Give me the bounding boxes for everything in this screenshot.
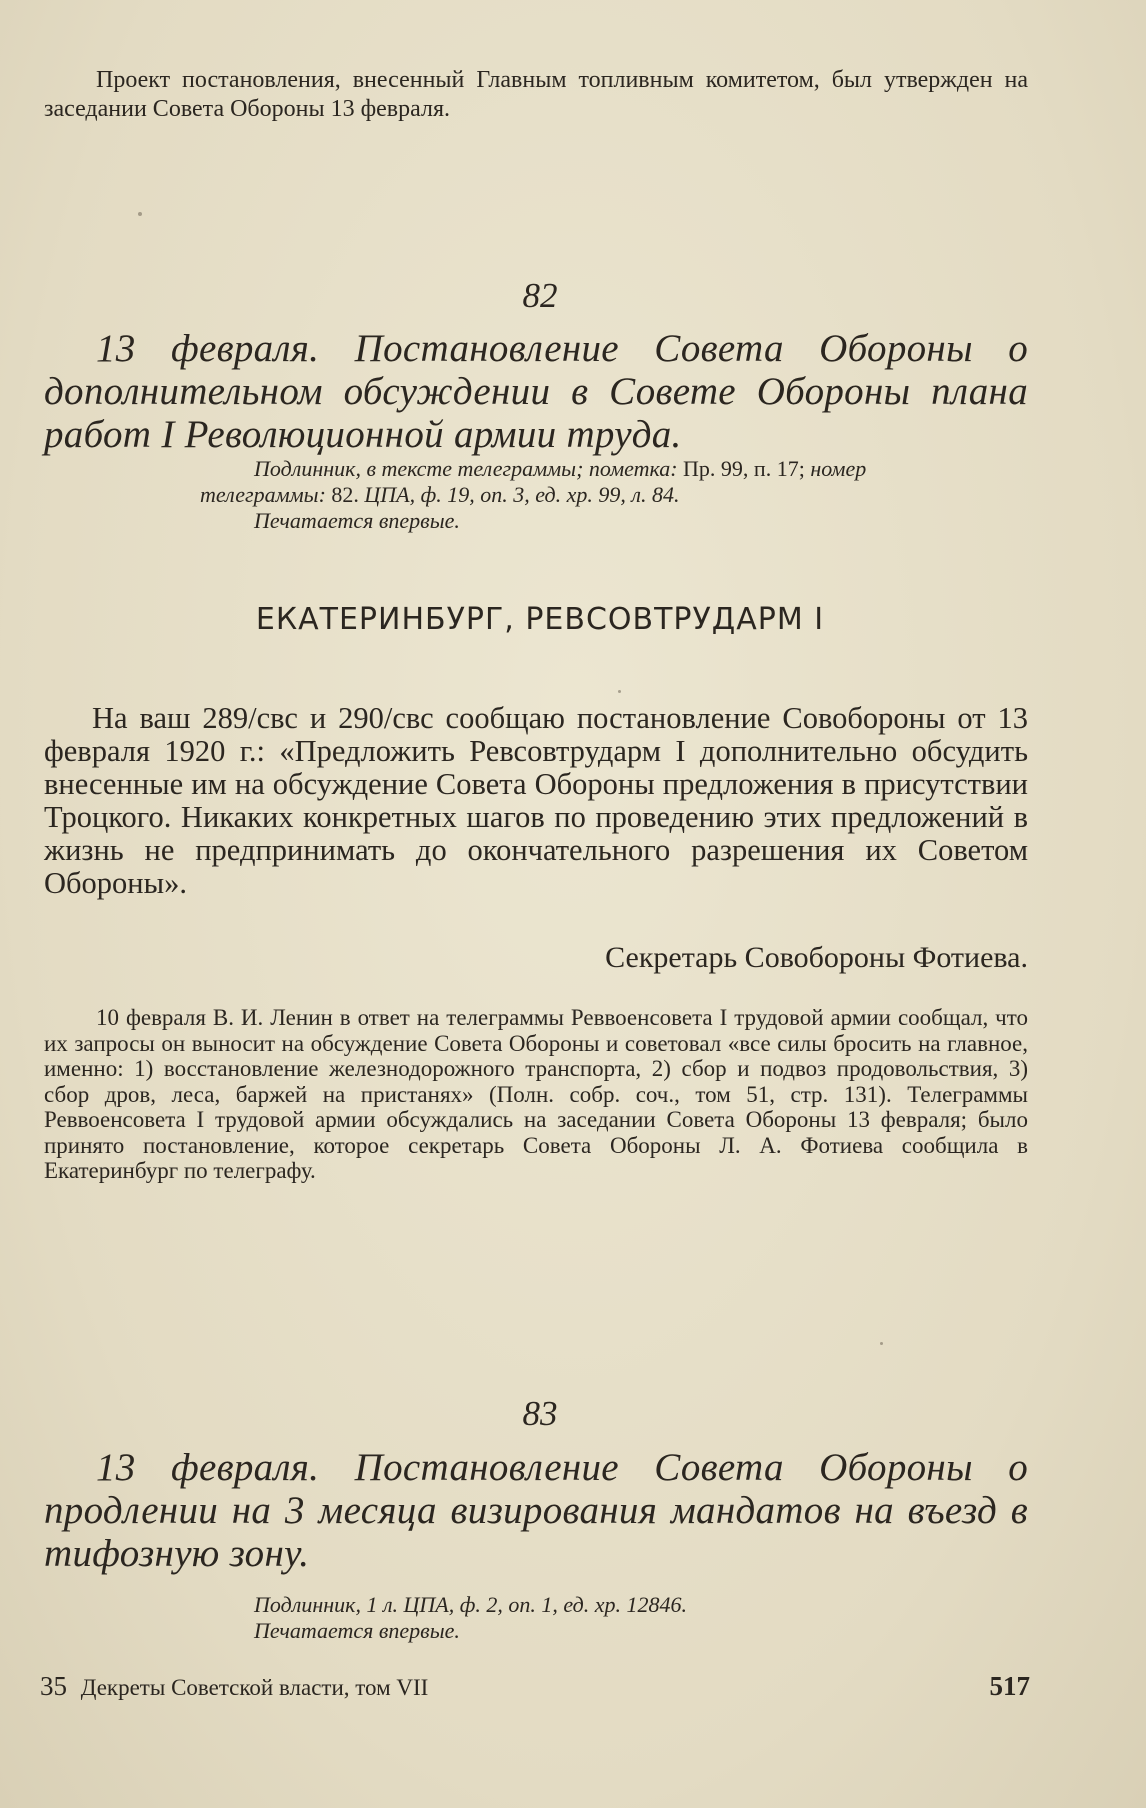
intro-paragraph: Проект постановления, внесенный Главным топливным комитетом, был утвержден на заседании Совета Обороны 13 февраля. [44,67,1028,122]
source-text: телеграммы: [200,482,326,507]
document-number-83: 83 [522,1394,558,1433]
paper-speck [880,1342,883,1345]
document-83-source [44,1592,1028,1644]
editorial-note: 10 февраля В. И. Ленин в ответ на телеграммы Реввоенсовета I трудовой армии сообщал, что их запросы он выносит на обсуждение Совета Обороны и советовал «все силы бросить на главное, именно: 1) восстановление железнодорожного транспорта, 2) сбор и подвоз продовольствия, 3) сбор дров, леса, баржей на пристанях» (Полн. собр. соч., том 51, стр. 131). Телеграммы Реввоенсовета I трудовой армии обсуждались на заседании Совета Обороны 13 февраля; было принято постановление, которое секретарь Совета Обороны Л. А. Фотиева сообщила в Екатеринбург по телеграфу. [44,1005,1028,1183]
book-title: Декреты Советской власти, том VII [80,1675,429,1700]
source-line: Печатается впервые. [254,508,460,533]
source-text: ЦПА, ф. 19, оп. 3, ед. хр. 99, л. 84. [364,482,680,507]
page-number: 517 [989,1671,1030,1701]
source-text: Подлинник, в тексте телеграммы; пометка: [254,456,678,481]
source-line: Подлинник, 1 л. ЦПА, ф. 2, оп. 1, ед. хр. 12846. [254,1592,687,1617]
source-text: Пр. 99, п. 17; [677,456,811,481]
source-line [44,482,1028,508]
source-text: номер [810,456,867,481]
document-83-title: 13 февраля. Постановление Совета Обороны о продлении на 3 месяца визирования мандатов на въезд в тифозную зону. [44,1446,1028,1575]
document-82-title: 13 февраля. Постановление Совета Обороны о дополнительном обсуждении в Совете Обороны плана работ I Революционной армии труда. [44,327,1028,456]
telegram-body: На ваш 289/свс и 290/свс сообщаю постановление Совобороны от 13 февраля 1920 г.: «Предложить Ревсовтрударм I дополнительно обсудить внесенные им на обсуждение Совета Обороны предложения в присутствии Троцкого. Никаких конкретных шагов по проведению этих предложений в жизнь не предпринимать до окончательного разрешения их Советом Обороны». [44,701,1028,900]
paper-speck [138,212,142,216]
page-footer [40,1671,1030,1702]
telegram-address: ЕКАТЕРИНБУРГ, РЕВСОВТРУДАРМ I [255,602,825,637]
source-line [44,456,1028,482]
document-number-82: 82 [522,276,558,315]
telegram-signature: Секретарь Совобороны Фотиева. [605,941,1028,974]
source-line: Печатается впервые. [254,1618,460,1643]
paper-speck [618,690,621,693]
signature-mark: 35 [40,1671,67,1701]
document-82-source [44,456,1028,534]
source-text: 82. [325,482,365,507]
